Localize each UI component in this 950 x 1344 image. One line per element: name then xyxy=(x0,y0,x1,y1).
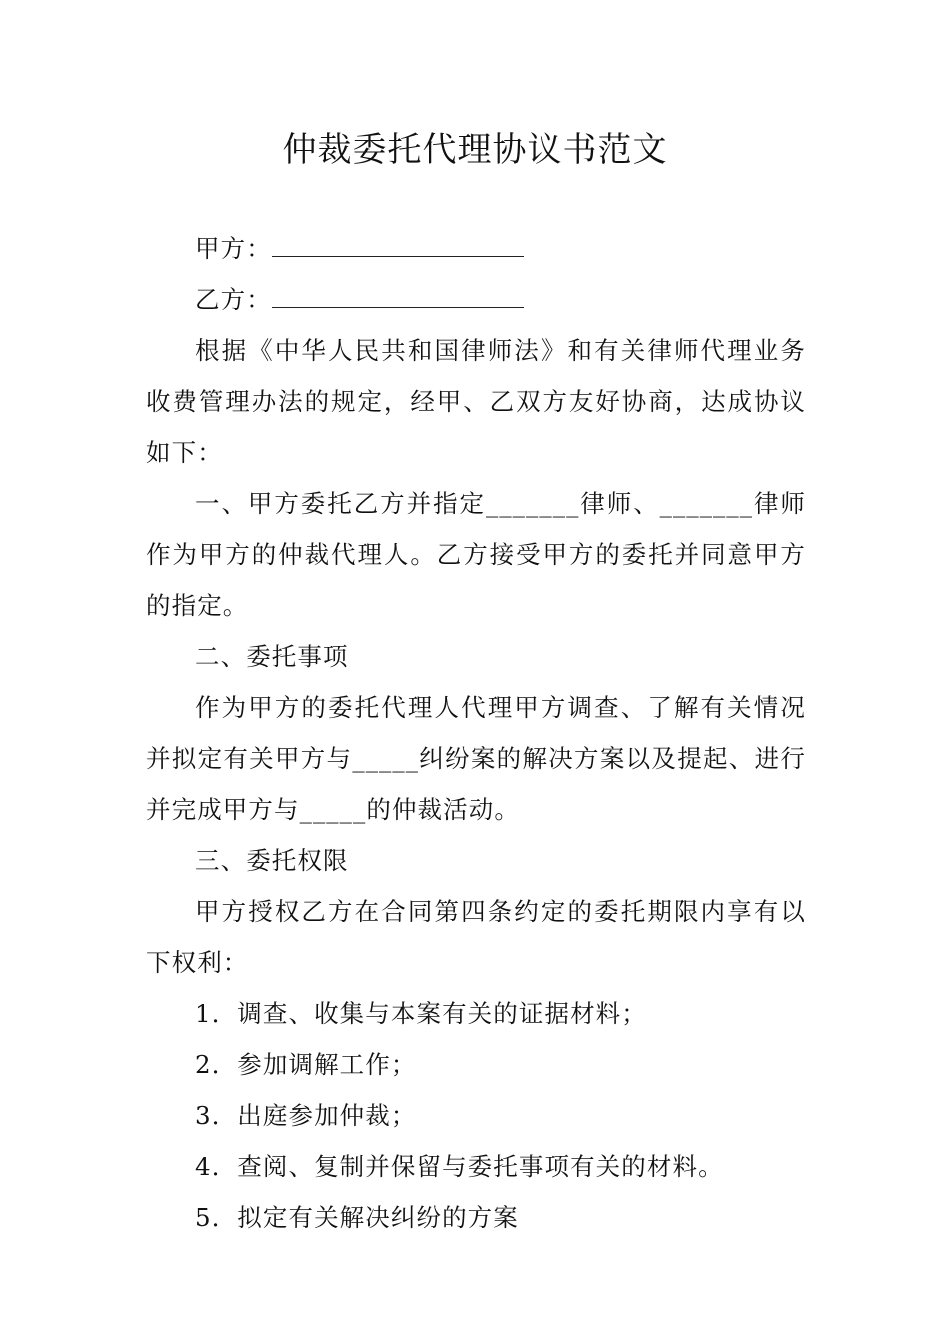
party-a-label: 甲方： xyxy=(195,234,272,263)
party-b-label: 乙方： xyxy=(195,285,272,314)
heading-3: 三、委托权限 xyxy=(195,846,349,875)
right-item: 5．拟定有关解决纠纷的方案 xyxy=(195,1203,519,1232)
right-item: 2．参加调解工作； xyxy=(195,1050,417,1079)
intro-paragraph: 根据《中华人民共和国律师法》和有关律师代理业务收费管理办法的规定，经甲、乙双方友好协商，达成协议如下： xyxy=(146,336,806,467)
party-b-line xyxy=(146,274,806,325)
right-item: 3．出庭参加仲裁； xyxy=(195,1101,417,1130)
document-title: 仲裁委托代理协议书范文 xyxy=(282,130,668,170)
clause-3-paragraph: 甲方授权乙方在合同第四条约定的委托期限内享有以下权利： xyxy=(146,897,806,977)
right-item: 1．调查、收集与本案有关的证据材料； xyxy=(195,999,647,1028)
party-b-blank xyxy=(272,277,524,308)
clause-2-paragraph: 作为甲方的委托代理人代理甲方调查、了解有关情况并拟定有关甲方与_____纠纷案的解决方案以及提起、进行并完成甲方与_____的仲裁活动。 xyxy=(146,693,806,824)
right-item: 4．查阅、复制并保留与委托事项有关的材料。 xyxy=(195,1152,724,1181)
document-body xyxy=(146,223,806,1243)
clause-1-paragraph: 一、甲方委托乙方并指定_______律师、_______律师作为甲方的仲裁代理人。乙方接受甲方的委托并同意甲方的指定。 xyxy=(146,489,806,620)
party-a-blank xyxy=(272,226,524,257)
heading-2: 二、委托事项 xyxy=(195,642,349,671)
party-a-line xyxy=(146,223,806,274)
